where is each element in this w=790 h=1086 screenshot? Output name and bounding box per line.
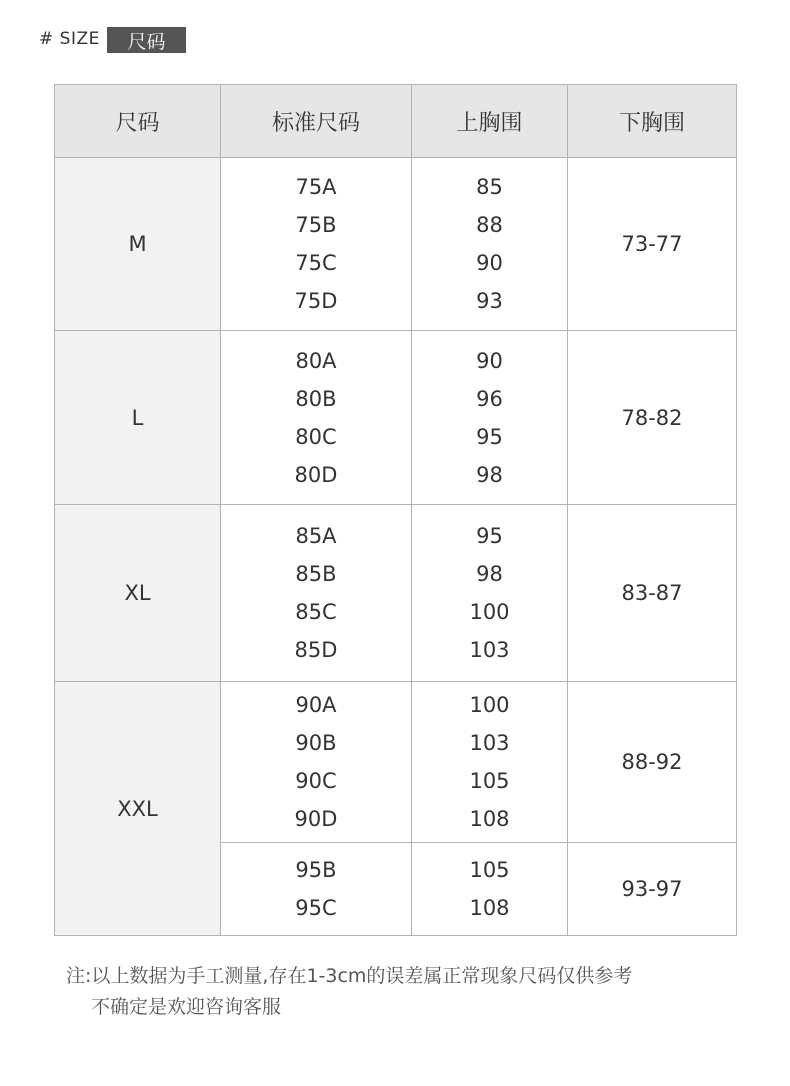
table-row bbox=[55, 505, 737, 682]
standard-size: 80C bbox=[295, 424, 337, 449]
upper-bust-value: 103 bbox=[469, 638, 510, 662]
upper-bust-value: 100 bbox=[469, 600, 510, 624]
column-header-standard: 标准尺码 bbox=[221, 85, 412, 158]
standard-size: 80A bbox=[295, 348, 337, 373]
upper-bust-value: 98 bbox=[476, 562, 503, 586]
standard-size: 95C bbox=[295, 896, 337, 920]
standard-size: 90A bbox=[295, 693, 337, 717]
column-header-under-bust: 下胸围 bbox=[568, 85, 737, 158]
under-bust-value: 93-97 bbox=[568, 843, 737, 936]
upper-bust-value: 100 bbox=[469, 693, 510, 717]
size-label: XL bbox=[55, 505, 221, 682]
under-bust-value: 88-92 bbox=[568, 682, 737, 843]
upper-bust-list bbox=[412, 505, 568, 682]
standard-size: 80B bbox=[295, 386, 337, 411]
standard-size-list bbox=[221, 158, 412, 331]
upper-bust-value: 90 bbox=[476, 348, 503, 373]
upper-bust-value: 95 bbox=[476, 524, 503, 548]
measurement-note bbox=[66, 961, 632, 1023]
upper-bust-value: 105 bbox=[469, 769, 510, 793]
section-badge: 尺码 bbox=[107, 27, 186, 53]
upper-bust-value: 88 bbox=[476, 213, 503, 237]
table-header-row bbox=[55, 85, 737, 158]
upper-bust-list bbox=[412, 682, 568, 843]
standard-size: 80D bbox=[294, 462, 338, 487]
under-bust-value: 78-82 bbox=[568, 331, 737, 505]
size-label: XXL bbox=[55, 682, 221, 936]
upper-bust-value: 95 bbox=[476, 424, 503, 449]
standard-size: 75B bbox=[295, 213, 337, 237]
standard-size-list bbox=[221, 682, 412, 843]
standard-size: 75A bbox=[295, 175, 337, 199]
upper-bust-list bbox=[412, 158, 568, 331]
size-label: L bbox=[55, 331, 221, 505]
note-line-2: 不确定是欢迎咨询客服 bbox=[91, 996, 282, 1018]
upper-bust-value: 98 bbox=[476, 462, 503, 487]
upper-bust-value: 90 bbox=[476, 251, 503, 275]
upper-bust-value: 93 bbox=[476, 289, 503, 313]
under-bust-value: 73-77 bbox=[568, 158, 737, 331]
upper-bust-value: 105 bbox=[469, 858, 510, 882]
standard-size: 95B bbox=[295, 858, 337, 882]
table-row bbox=[55, 158, 737, 331]
under-bust-value: 83-87 bbox=[568, 505, 737, 682]
upper-bust-list bbox=[412, 331, 568, 505]
upper-bust-value: 108 bbox=[469, 807, 510, 831]
standard-size: 90C bbox=[295, 769, 337, 793]
standard-size-list bbox=[221, 843, 412, 936]
column-header-upper-bust: 上胸围 bbox=[412, 85, 568, 158]
standard-size: 85B bbox=[295, 562, 337, 586]
standard-size: 85A bbox=[295, 524, 337, 548]
upper-bust-value: 103 bbox=[469, 731, 510, 755]
standard-size: 75D bbox=[294, 289, 338, 313]
size-label: M bbox=[55, 158, 221, 331]
standard-size: 85D bbox=[294, 638, 338, 662]
size-chart-table bbox=[54, 84, 737, 936]
upper-bust-value: 96 bbox=[476, 386, 503, 411]
column-header-size: 尺码 bbox=[55, 85, 221, 158]
standard-size: 75C bbox=[295, 251, 337, 275]
upper-bust-list bbox=[412, 843, 568, 936]
section-hash-label: # SIZE bbox=[39, 29, 100, 49]
upper-bust-value: 108 bbox=[469, 896, 510, 920]
table-row bbox=[55, 331, 737, 505]
note-line-1: 注:以上数据为手工测量,存在1-3cm的误差属正常现象尺码仅供参考 bbox=[66, 965, 633, 987]
standard-size: 90B bbox=[295, 731, 337, 755]
table-row bbox=[55, 682, 737, 843]
standard-size-list bbox=[221, 331, 412, 505]
upper-bust-value: 85 bbox=[476, 175, 503, 199]
standard-size: 90D bbox=[294, 807, 338, 831]
standard-size-list bbox=[221, 505, 412, 682]
standard-size: 85C bbox=[295, 600, 337, 624]
